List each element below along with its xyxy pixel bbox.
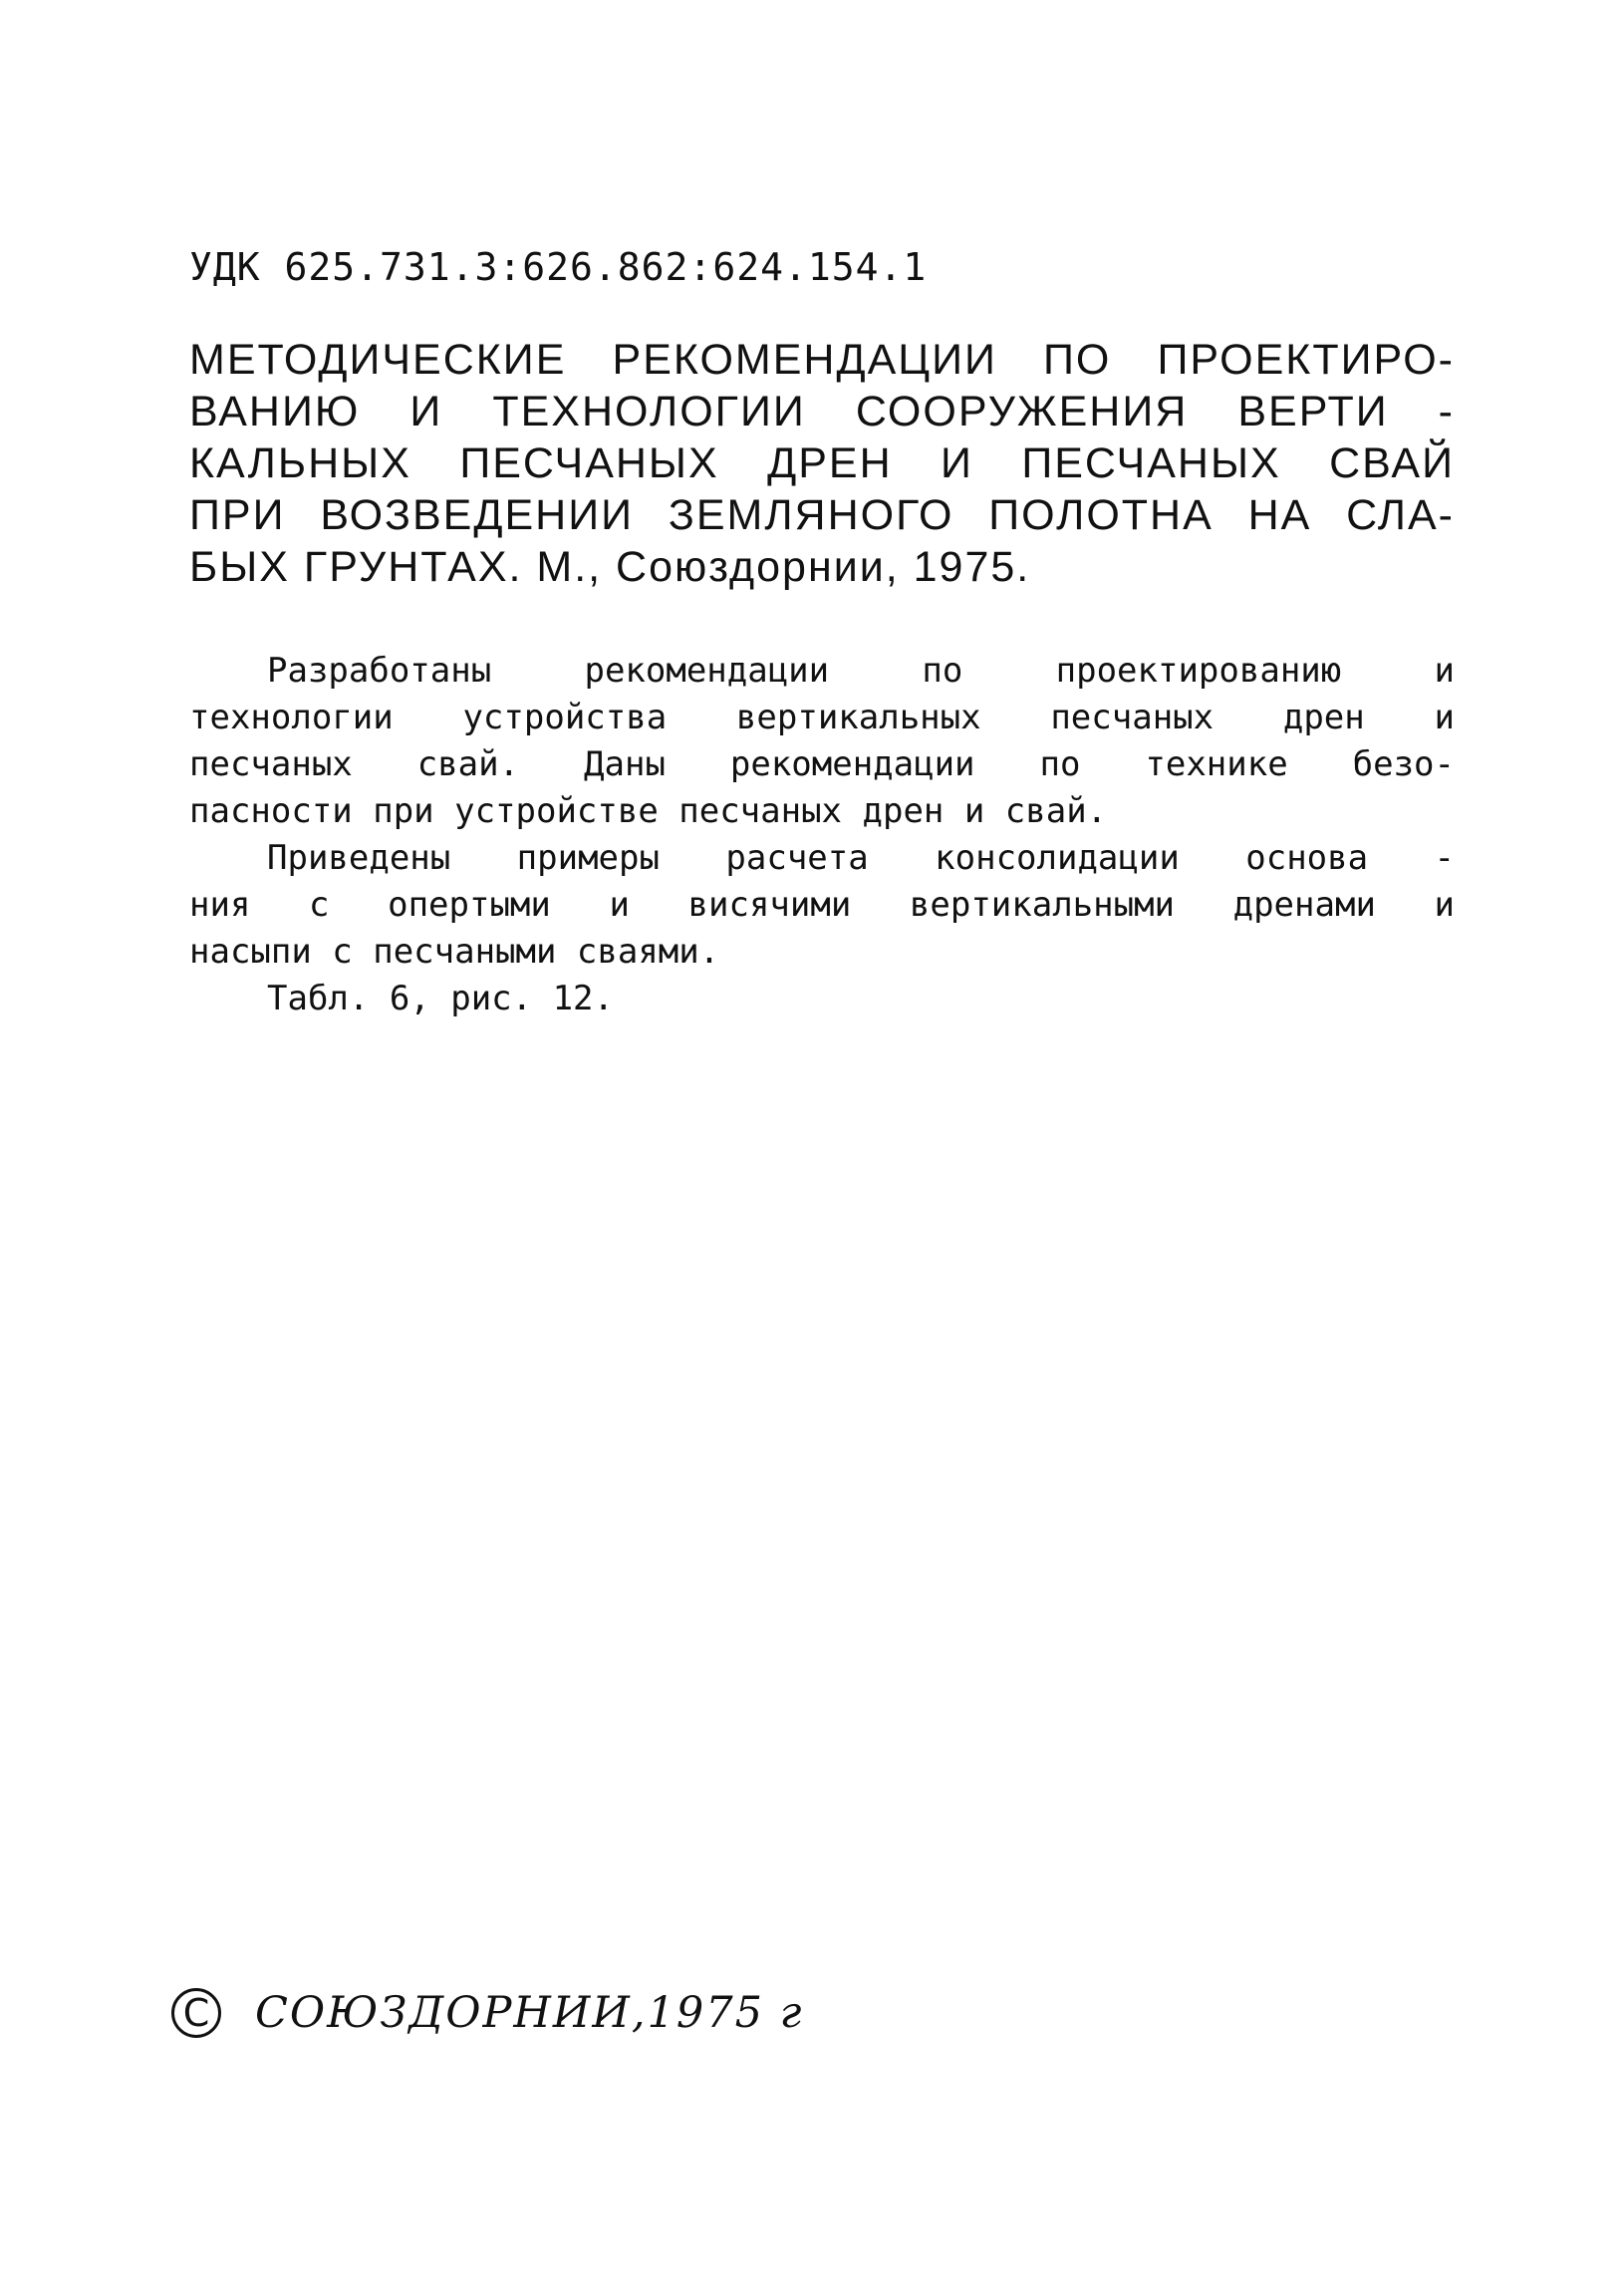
copyright-icon: C bbox=[171, 1988, 221, 2038]
title-line: БЫХ ГРУНТАХ. М., Союздорнии, 1975. bbox=[189, 543, 1031, 591]
title-line: МЕТОДИЧЕСКИЕ РЕКОМЕНДАЦИИ ПО ПРОЕКТИРО- bbox=[189, 336, 1455, 384]
title-line: КАЛЬНЫХ ПЕСЧАНЫХ ДРЕН И ПЕСЧАНЫХ СВАЙ bbox=[189, 439, 1455, 487]
abstract-line: Табл. 6, рис. 12. bbox=[267, 979, 614, 1018]
abstract-line: Разработаны рекомендации по проектированию и bbox=[267, 651, 1455, 691]
copyright-notice bbox=[171, 1988, 803, 2038]
copyright-text: СОЮЗДОРНИИ,1975 г bbox=[255, 1988, 804, 2038]
abstract-line: песчаных свай. Даны рекомендации по технике безо- bbox=[189, 744, 1455, 784]
abstract-line: пасности при устройстве песчаных дрен и свай. bbox=[189, 791, 1108, 831]
title-line: ВАНИЮ И ТЕХНОЛОГИИ СООРУЖЕНИЯ ВЕРТИ - bbox=[189, 388, 1455, 435]
abstract-line: Приведены примеры расчета консолидации основа - bbox=[267, 838, 1455, 878]
document-title bbox=[189, 334, 1455, 593]
abstract-line: ния с опертыми и висячими вертикальными дренами и bbox=[189, 885, 1455, 925]
abstract bbox=[189, 648, 1455, 1022]
abstract-line: технологии устройства вертикальных песчаных дрен и bbox=[189, 698, 1455, 737]
abstract-line: насыпи с песчаными сваями. bbox=[189, 932, 720, 972]
udc-code: УДК 625.731.3:626.862:624.154.1 bbox=[189, 245, 928, 289]
title-line: ПРИ ВОЗВЕДЕНИИ ЗЕМЛЯНОГО ПОЛОТНА НА СЛА- bbox=[189, 491, 1455, 539]
